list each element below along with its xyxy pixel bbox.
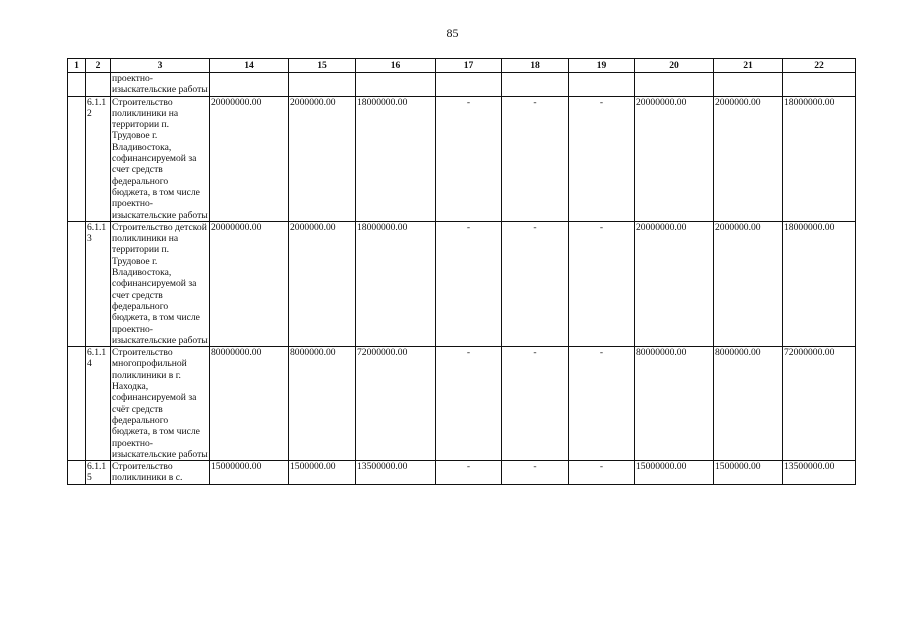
cell-col-19: - (569, 221, 635, 346)
cell-col-19: - (569, 96, 635, 221)
cell-col-22: 13500000.00 (783, 461, 856, 485)
empty-cell (68, 73, 86, 97)
cell-col-20: 20000000.00 (635, 96, 714, 221)
cell-col-21: 1500000.00 (714, 461, 783, 485)
empty-cell (502, 73, 569, 97)
table-row (68, 347, 856, 461)
cell-col-15: 2000000.00 (289, 96, 356, 221)
header-cell: 17 (436, 59, 502, 73)
cell-col-22: 18000000.00 (783, 96, 856, 221)
row-name: Строительство поликлиники в с. (111, 461, 210, 485)
header-cell: 3 (111, 59, 210, 73)
cell-col-22: 72000000.00 (783, 347, 856, 461)
header-cell: 14 (210, 59, 289, 73)
cell-col-16: 18000000.00 (356, 96, 436, 221)
cell-col-17: - (436, 96, 502, 221)
cell-col-14: 80000000.00 (210, 347, 289, 461)
table-row (68, 96, 856, 221)
page-number: 85 (446, 26, 459, 40)
cell-col-14: 20000000.00 (210, 96, 289, 221)
cell-col-20: 15000000.00 (635, 461, 714, 485)
cell-col-18: - (502, 347, 569, 461)
cell-col-18: - (502, 96, 569, 221)
cell-col-18: - (502, 461, 569, 485)
empty-cell (714, 73, 783, 97)
empty-cell (210, 73, 289, 97)
cell-col-15: 1500000.00 (289, 461, 356, 485)
table-row (68, 221, 856, 346)
cell-col-15: 8000000.00 (289, 347, 356, 461)
cell-col-18: - (502, 221, 569, 346)
cell-col-21: 2000000.00 (714, 96, 783, 221)
cell-col-19: - (569, 347, 635, 461)
budget-table (67, 58, 856, 485)
cell-col-17: - (436, 221, 502, 346)
header-cell: 1 (68, 59, 86, 73)
empty-cell (783, 73, 856, 97)
cell-col-14: 20000000.00 (210, 221, 289, 346)
cell-col-19: - (569, 461, 635, 485)
empty-cell (635, 73, 714, 97)
cell-col-21: 8000000.00 (714, 347, 783, 461)
empty-cell (68, 96, 86, 221)
empty-cell (356, 73, 436, 97)
cell-col-17: - (436, 347, 502, 461)
header-cell: 21 (714, 59, 783, 73)
cell-col-16: 13500000.00 (356, 461, 436, 485)
header-cell: 19 (569, 59, 635, 73)
empty-cell (436, 73, 502, 97)
row-name: Строительство многопрофильной поликлиники в г. Находка, софинансируемой за счёт средств федерального бюджета, в том числе проектно-изыскательские работы (112, 347, 208, 460)
row-name: проектно-изыскательские работы (112, 73, 208, 96)
cell-col-20: 20000000.00 (635, 221, 714, 346)
cell-col-22: 18000000.00 (783, 221, 856, 346)
empty-cell (289, 73, 356, 97)
row-code: 6.1.15 (86, 461, 111, 485)
header-cell: 16 (356, 59, 436, 73)
table-row-continuation (68, 73, 856, 97)
empty-cell (86, 73, 111, 97)
cell-col-17: - (436, 461, 502, 485)
row-name: Строительство детской поликлиники на территории п. Трудовое г. Владивостока, софинансируемой за счет средств федерального бюджета, в том числе проектно-изыскательские работы (112, 221, 208, 346)
header-row (68, 59, 856, 73)
cell-col-15: 2000000.00 (289, 221, 356, 346)
cell-col-21: 2000000.00 (714, 221, 783, 346)
header-cell: 18 (502, 59, 569, 73)
empty-cell (68, 221, 86, 346)
cell-col-14: 15000000.00 (210, 461, 289, 485)
header-cell: 22 (783, 59, 856, 73)
table-row (68, 461, 856, 485)
cell-col-20: 80000000.00 (635, 347, 714, 461)
row-code: 6.1.14 (86, 347, 111, 461)
empty-cell (68, 461, 86, 485)
row-code: 6.1.13 (86, 221, 111, 346)
row-name: Строительство поликлиники на территории п. Трудовое г. Владивостока, софинансируемой за счет средств федерального бюджета, в том числе проектно-изыскательские работы (112, 96, 208, 221)
empty-cell (68, 347, 86, 461)
cell-col-16: 72000000.00 (356, 347, 436, 461)
header-cell: 2 (86, 59, 111, 73)
header-cell: 15 (289, 59, 356, 73)
empty-cell (569, 73, 635, 97)
header-cell: 20 (635, 59, 714, 73)
cell-col-16: 18000000.00 (356, 221, 436, 346)
row-code: 6.1.12 (86, 96, 111, 221)
